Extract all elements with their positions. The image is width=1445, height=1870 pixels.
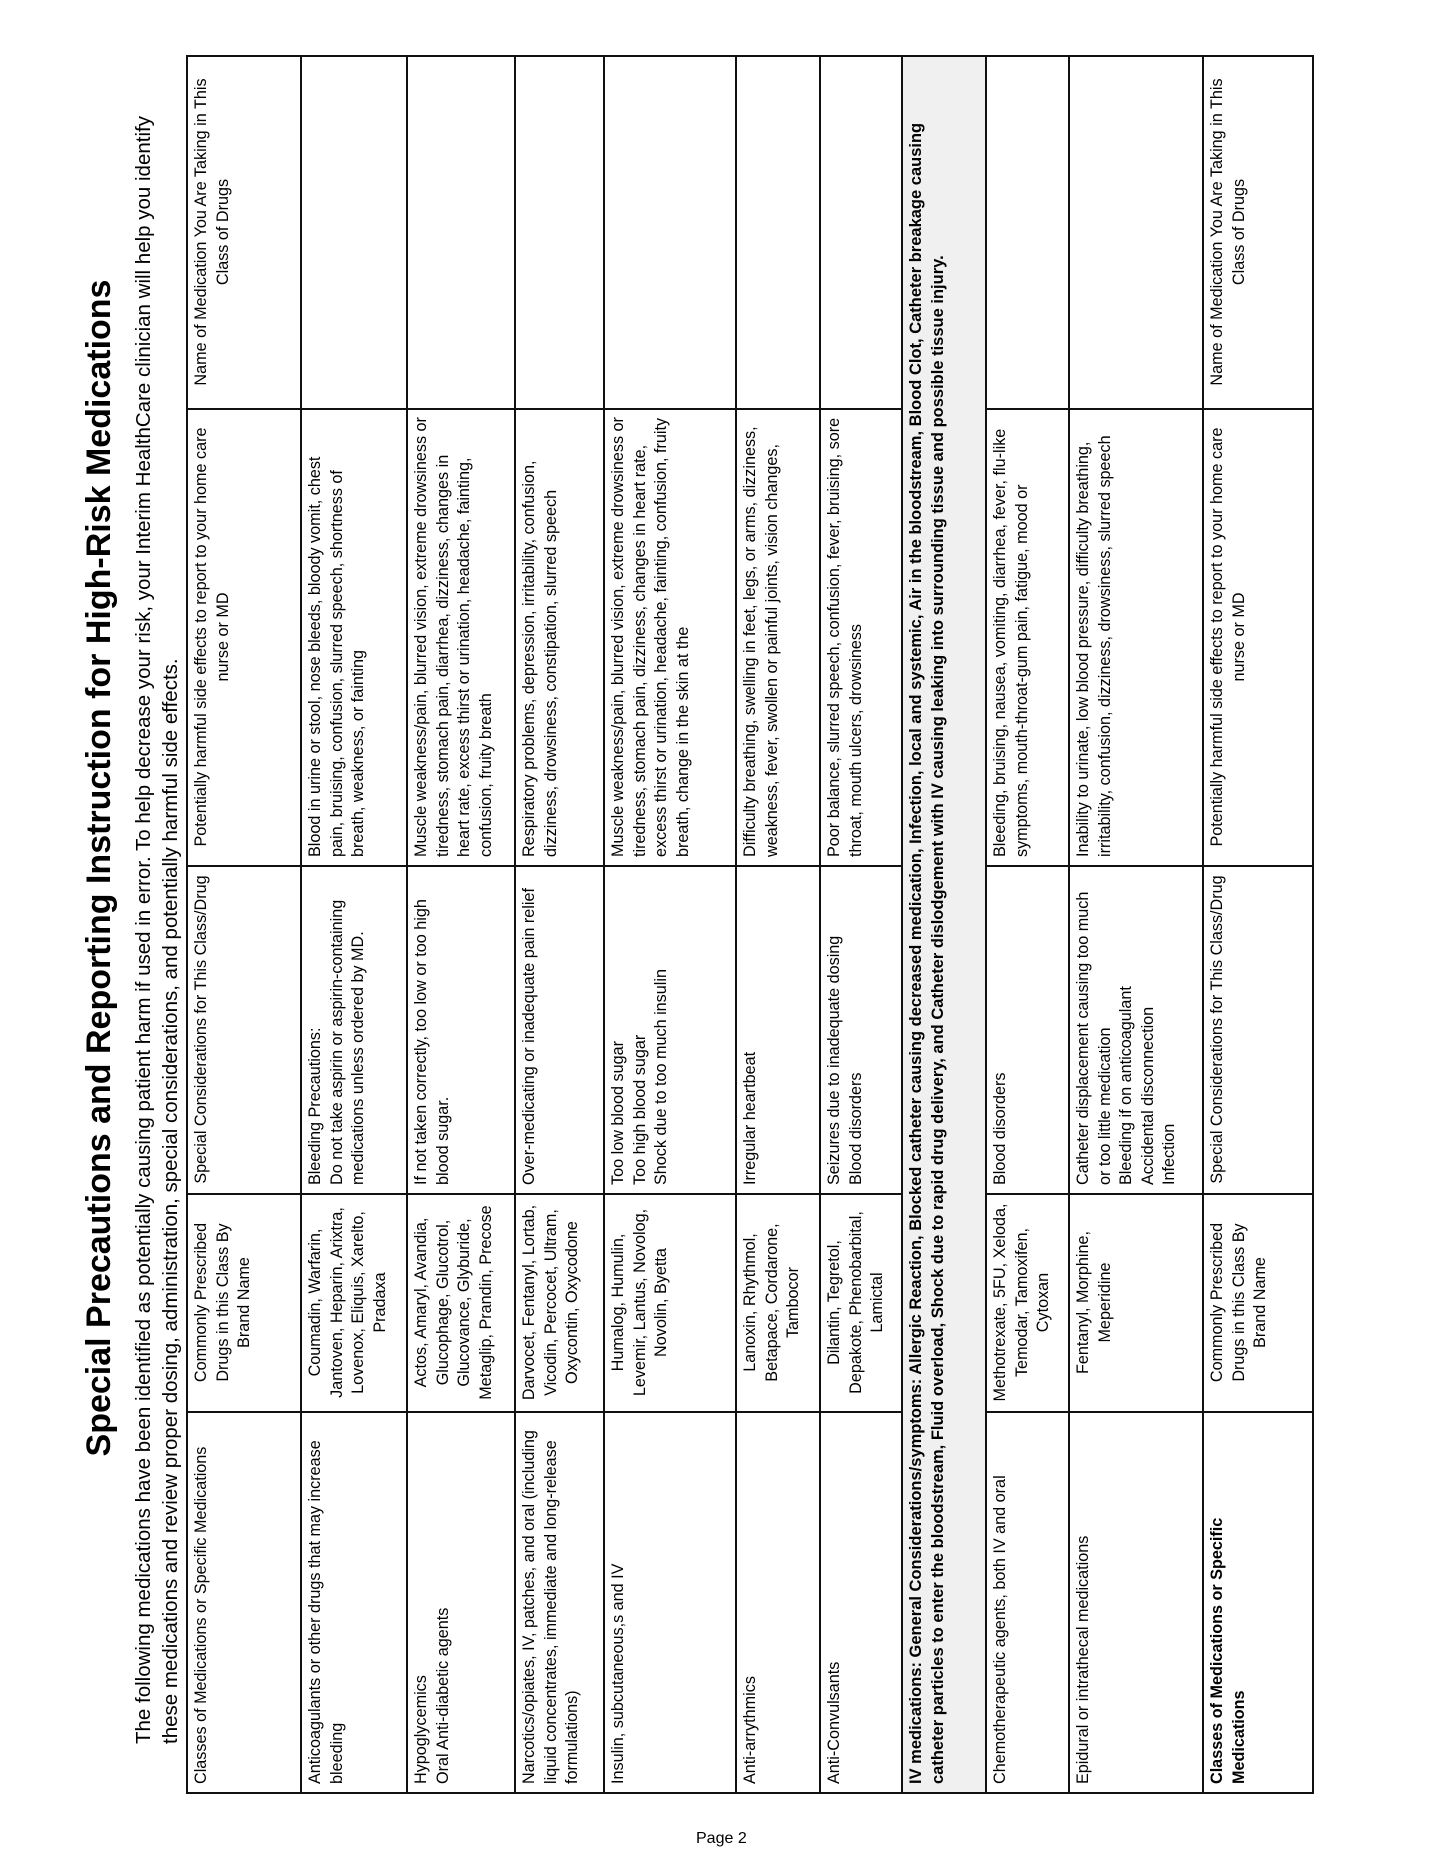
row-side-effects: Blood in urine or stool, nose bleeds, bloody vomit, chest pain, bruising, confusion, slurred speech, shortness of breath, weakness, or fainting (301, 409, 407, 866)
table-row (736, 56, 820, 1793)
special-line: Bleeding Precautions: (306, 1027, 324, 1185)
special-line: Irregular heartbeat (741, 1051, 759, 1185)
row-special (986, 866, 1069, 1194)
row-side-effects: Difficulty breathing, swelling in feet, legs, or arms, dizziness, weakness, fever, swollen or painful joints, vision changes, (736, 409, 820, 866)
footer-side-effects: Potentially harmful side effects to report to your home care nurse or MD (1203, 409, 1313, 866)
page-number: Page 2 (696, 1830, 747, 1847)
special-line: Shock due to too much insulin (652, 969, 670, 1185)
row-taking-input[interactable] (301, 56, 407, 409)
special-line: Do not take aspirin or aspirin-containing medications unless ordered by MD. (327, 899, 367, 1185)
row-side-effects: Respiratory problems, depression, irritability, confusion, dizziness, drowsiness, constipation, slurred speech (515, 409, 604, 866)
row-brands: Coumadin, Warfarin, Jantoven, Heparin, Arixtra, Lovenox, Eliquis, Xarelto, Pradaxa (301, 1194, 407, 1412)
page-title: Special Precautions and Reporting Instruction for High-Risk Medications (80, 279, 118, 1457)
row-special (736, 866, 820, 1194)
table-row (301, 56, 407, 1793)
row-class: Chemotherapeutic agents, both IV and oral (986, 1412, 1069, 1793)
row-brands: Dilantin, Tegretol, Depakote, Phenobarbital, Lamictal (820, 1194, 902, 1412)
special-line: Catheter displacement causing too much or too little medication (1074, 891, 1114, 1185)
row-special (1069, 866, 1203, 1194)
row-side-effects: Poor balance, slurred speech, confusion, fever, bruising, sore throat, mouth ulcers, drowsiness (820, 409, 902, 866)
row-special (407, 866, 515, 1194)
special-line: Blood disorders (991, 1072, 1009, 1185)
row-brands: Lanoxin, Rhythmol, Betapace, Cordarone, Tambocor (736, 1194, 820, 1412)
row-taking-input[interactable] (407, 56, 515, 409)
special-line: Accidental disconnection (1138, 1006, 1157, 1185)
table-row (1069, 56, 1203, 1793)
header-brands: Commonly Prescribed Drugs in this Class By Brand Name (187, 1194, 301, 1412)
row-class: Narcotics/opiates, IV, patches, and oral (including liquid concentrates, immediate and long-release formulations) (515, 1412, 604, 1793)
footer-class: Classes of Medications or Specific Medications (1203, 1412, 1313, 1793)
row-taking-input[interactable] (820, 56, 902, 409)
table-row (604, 56, 736, 1793)
intro-paragraph: The following medications have been identified as potentially causing patient harm if used in error. To help decrease your risk, your Interim HealthCare clinician will help you identify these medications and review proper dosing, administration, special considerations, and potentially harmful side effects. (132, 116, 182, 1744)
special-line: Infection (1160, 1123, 1178, 1185)
row-class (407, 1412, 515, 1793)
row-brands: Humalog, Humulin, Levemir, Lantus, Novolog, Novolin, Byetta (604, 1194, 736, 1412)
row-side-effects: Muscle weakness/pain, blurred vision, extreme drowsiness or tiredness, stomach pain, dizziness, changes in heart rate, excess thirst or urination, headache, fainting, confusion, fruity breath, change in the skin at the (604, 409, 736, 866)
row-special (820, 866, 902, 1194)
table-row (986, 56, 1069, 1793)
row-class: Anticoagulants or other drugs that may increase bleeding (301, 1412, 407, 1793)
row-class: Epidural or intrathecal medications (1069, 1412, 1203, 1793)
special-line: Over-medicating or inadequate pain relief (520, 888, 538, 1185)
medications-table (186, 55, 1314, 1794)
row-brands: Methotrexate, 5FU, Xeloda, Temodar, Tamoxifen, Cytoxan (986, 1194, 1069, 1412)
special-line: Too high blood sugar (630, 1034, 649, 1185)
special-line: If not taken correctly, too low or too high blood sugar. (412, 899, 452, 1185)
header-taking: Name of Medication You Are Taking in This Class of Drugs (187, 56, 301, 409)
table-row (820, 56, 902, 1793)
row-taking-input[interactable] (986, 56, 1069, 409)
iv-note-row (902, 56, 986, 1793)
special-line: Seizures due to inadequate dosing (825, 935, 843, 1185)
footer-brands: Commonly Prescribed Drugs in this Class By Brand Name (1203, 1194, 1313, 1412)
footer-special: Special Considerations for This Class/Drug (1203, 866, 1313, 1194)
row-side-effects: Bleeding, bruising, nausea, vomiting, diarrhea, fever, flu-like symptoms, mouth-throat-gum pain, fatigue, mood or (986, 409, 1069, 866)
row-taking-input[interactable] (515, 56, 604, 409)
row-special (515, 866, 604, 1194)
row-class: Insulin, subcutaneous,s and IV (604, 1412, 736, 1793)
header-class: Classes of Medications or Specific Medications (187, 1412, 301, 1793)
iv-note: IV medications: General Considerations/symptoms: Allergic Reaction, Blocked catheter causing decreased medication, Infection, local and systemic, Air in the bloodstream, Blood Clot, Catheter breakage causing catheter particles to enter the bloodstream, Fluid overload, Shock due to rapid drug delivery, and Catheter dislodgement with IV causing leaking into surrounding tissue and possible tissue injury. (902, 56, 986, 1793)
header-side-effects: Potentially harmful side effects to report to your home care nurse or MD (187, 409, 301, 866)
row-special (604, 866, 736, 1194)
row-side-effects: Muscle weakness/pain, blurred vision, extreme drowsiness or tiredness, stomach pain, diarrhea, dizziness, changes in heart rate, excess thirst or urination, headache, fainting, confusion, fruity breath (407, 409, 515, 866)
header-special: Special Considerations for This Class/Drug (187, 866, 301, 1194)
table-header-row (187, 56, 301, 1793)
row-side-effects: Inability to urinate, low blood pressure, difficulty breathing, irritability, confusion, dizziness, drowsiness, slurred speech (1069, 409, 1203, 866)
special-line: Blood disorders (846, 1072, 865, 1185)
row-class: Anti-arrythmics (736, 1412, 820, 1793)
row-special (301, 866, 407, 1194)
footer-taking: Name of Medication You Are Taking in This Class of Drugs (1203, 56, 1313, 409)
row-brands: Darvocet, Fentanyl, Lortab, Vicodin, Percocet, Ultram, Oxycontin, Oxycodone (515, 1194, 604, 1412)
row-brands: Actos, Amaryl, Avandia, Glucophage, Glucotrol, Glucovance, Glyburide, Metaglip, Prandin, Precose (407, 1194, 515, 1412)
row-class: Anti-Convulsants (820, 1412, 902, 1793)
table-row (515, 56, 604, 1793)
class-line: Hypoglycemics (412, 1675, 430, 1784)
row-brands: Fentanyl, Morphine, Meperidine (1069, 1194, 1203, 1412)
table-row (407, 56, 515, 1793)
special-line: Too low blood sugar (609, 1041, 627, 1185)
special-line: Bleeding if on anticoagulant (1117, 986, 1135, 1185)
row-taking-input[interactable] (1069, 56, 1203, 409)
row-taking-input[interactable] (736, 56, 820, 409)
table-footer-row (1203, 56, 1313, 1793)
row-taking-input[interactable] (604, 56, 736, 409)
class-line: Oral Anti-diabetic agents (433, 1607, 452, 1784)
